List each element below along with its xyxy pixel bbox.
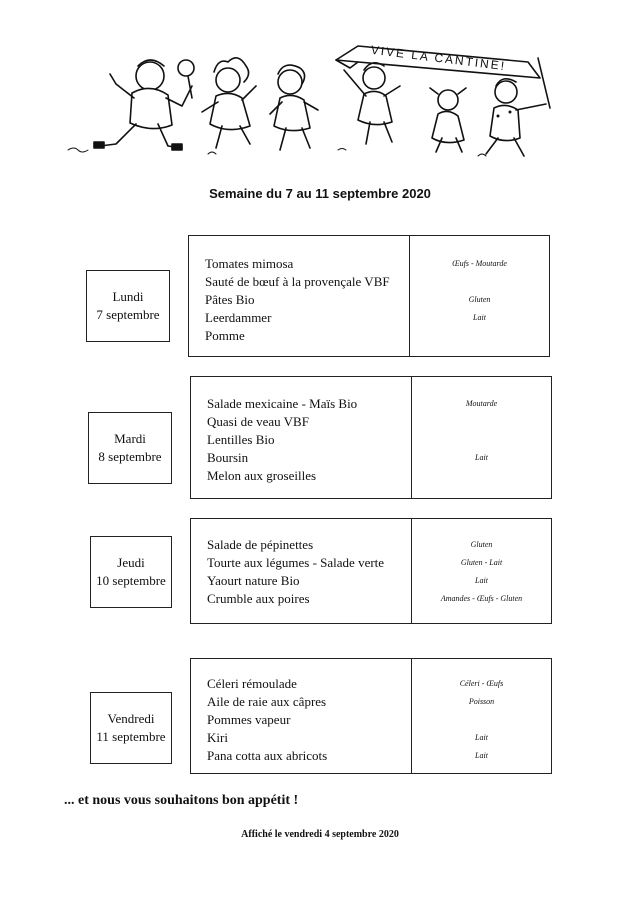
dish-item: Yaourt nature Bio <box>207 573 300 588</box>
dish-list <box>207 536 384 608</box>
closing-message: ... et nous vous souhaitons bon appétit ! <box>64 793 299 808</box>
allergen-item <box>412 431 551 449</box>
dish-list <box>207 675 327 765</box>
allergen-item: Lait <box>475 751 488 760</box>
day-date: 7 septembre <box>96 307 160 322</box>
allergen-item: Lait <box>473 313 486 322</box>
allergen-item <box>412 467 551 485</box>
dish-item: Aile de raie aux câpres <box>207 694 327 709</box>
day-date: 8 septembre <box>98 449 162 464</box>
menu-box-mardi <box>190 376 552 499</box>
child-figure <box>270 65 318 150</box>
allergen-list <box>412 536 551 608</box>
dish-item: Pomme <box>205 328 245 343</box>
menu-box-vendredi <box>190 658 552 774</box>
child-figure <box>94 60 194 150</box>
dish-item: Quasi de veau VBF <box>207 414 309 429</box>
allergen-item: Lait <box>475 733 488 742</box>
dish-item: Pommes vapeur <box>207 712 291 727</box>
day-box-vendredi <box>90 692 172 764</box>
posted-date: Affiché le vendredi 4 septembre 2020 <box>241 829 399 840</box>
day-name: Lundi <box>112 289 144 304</box>
allergen-item: Céleri - Œufs <box>459 679 504 688</box>
dish-item: Salade de pépinettes <box>207 537 314 552</box>
children-parade-illustration <box>58 38 558 173</box>
allergen-item: Gluten <box>470 540 493 549</box>
dish-item: Leerdammer <box>205 310 272 325</box>
dish-item: Tourte aux légumes - Salade verte <box>207 555 385 570</box>
allergen-item: Gluten <box>468 295 491 304</box>
allergen-item: Poisson <box>468 697 495 706</box>
day-name: Vendredi <box>107 711 155 726</box>
child-figure <box>202 58 256 148</box>
dish-item: Pana cotta aux abricots <box>207 748 328 763</box>
dish-list <box>205 255 390 345</box>
dish-item: Pâtes Bio <box>205 292 255 307</box>
week-title: Semaine du 7 au 11 septembre 2020 <box>209 186 431 201</box>
allergen-list <box>412 675 551 765</box>
allergen-list <box>412 395 551 485</box>
menu-box-lundi <box>188 235 550 357</box>
dish-item: Sauté de bœuf à la provençale VBF <box>205 274 390 289</box>
allergen-item: Lait <box>475 576 488 585</box>
child-figure <box>486 79 546 156</box>
dish-item: Salade mexicaine - Maïs Bio <box>207 396 358 411</box>
allergen-item: Moutarde <box>465 399 498 408</box>
allergen-item <box>410 327 549 345</box>
allergen-item: Œufs - Moutarde <box>452 259 507 268</box>
day-box-mardi <box>88 412 172 484</box>
day-date: 10 septembre <box>96 573 166 588</box>
child-figure <box>430 88 466 152</box>
day-date: 11 septembre <box>96 729 166 744</box>
dish-list <box>207 395 357 485</box>
dish-item: Kiri <box>207 730 228 745</box>
banner-text: VIVE LA CANTINE! <box>370 42 507 74</box>
dish-item: Boursin <box>207 450 249 465</box>
allergen-item: Lait <box>475 453 488 462</box>
day-name: Jeudi <box>117 555 145 570</box>
dish-item: Crumble aux poires <box>207 591 310 606</box>
dish-item: Melon aux groseilles <box>207 468 317 483</box>
allergen-item: Amandes - Œufs - Gluten <box>440 594 523 603</box>
dish-item: Céleri rémoulade <box>207 676 297 691</box>
day-box-lundi <box>86 270 170 342</box>
menu-box-jeudi <box>190 518 552 624</box>
allergen-item <box>410 273 549 291</box>
dish-item: Lentilles Bio <box>207 432 275 447</box>
dish-item: Tomates mimosa <box>205 256 294 271</box>
allergen-item <box>412 711 551 729</box>
child-figure <box>344 63 400 144</box>
day-box-jeudi <box>90 536 172 608</box>
allergen-item <box>412 413 551 431</box>
allergen-list <box>410 255 549 345</box>
allergen-item: Gluten - Lait <box>460 558 503 567</box>
day-name: Mardi <box>114 431 146 446</box>
